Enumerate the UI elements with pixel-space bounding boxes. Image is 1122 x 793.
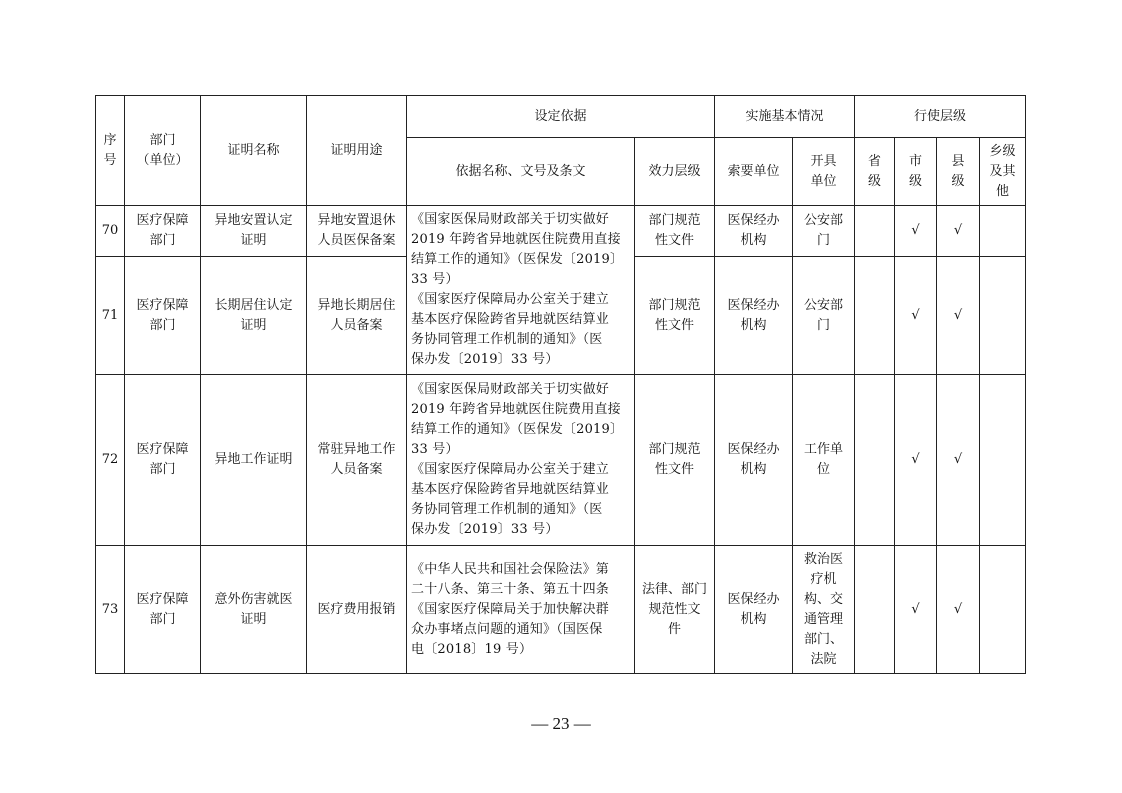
row-city: √ <box>895 546 937 674</box>
header-seq: 序 号 <box>96 96 125 206</box>
row-seq: 70 <box>96 206 125 257</box>
row-province <box>855 375 895 546</box>
row-seq: 72 <box>96 375 125 546</box>
header-requesting-unit: 索要单位 <box>715 138 793 206</box>
header-county: 县 级 <box>937 138 980 206</box>
row-cert-name: 意外伤害就医 证明 <box>201 546 307 674</box>
row-issuing-unit: 公安部 门 <box>793 257 855 375</box>
row-seq: 71 <box>96 257 125 375</box>
header-city: 市 级 <box>895 138 937 206</box>
row-county: √ <box>937 546 980 674</box>
header-basis-name: 依据名称、文号及条文 <box>407 138 635 206</box>
header-township: 乡级 及其 他 <box>980 138 1026 206</box>
header-exercise-group: 行使层级 <box>855 96 1026 138</box>
row-province <box>855 206 895 257</box>
row-cert-use: 异地安置退休 人员医保备案 <box>307 206 407 257</box>
row-province <box>855 546 895 674</box>
row-issuing-unit: 公安部 门 <box>793 206 855 257</box>
row-effect-level: 法律、部门 规范性文 件 <box>635 546 715 674</box>
row-county: √ <box>937 206 980 257</box>
row-basis: 《国家医保局财政部关于切实做好 2019 年跨省异地就医住院费用直接 结算工作的通知》（医保发〔2019〕 33 号） 《国家医疗保障局办公室关于建立 基本医疗保险跨省异地就医结算业 务协同管理工作机制的通知》（医 保办发〔2019〕33 号） <box>407 375 635 546</box>
row-cert-name: 异地工作证明 <box>201 375 307 546</box>
row-city: √ <box>895 375 937 546</box>
row-cert-name: 长期居住认定 证明 <box>201 257 307 375</box>
row-seq: 73 <box>96 546 125 674</box>
row-basis: 《国家医保局财政部关于切实做好 2019 年跨省异地就医住院费用直接 结算工作的通知》（医保发〔2019〕 33 号） 《国家医疗保障局办公室关于建立 基本医疗保险跨省异地就医结算业 务协同管理工作机制的通知》（医 保办发〔2019〕33 号） <box>407 206 635 375</box>
row-township <box>980 206 1026 257</box>
row-requesting-unit: 医保经办 机构 <box>715 546 793 674</box>
row-cert-name: 异地安置认定 证明 <box>201 206 307 257</box>
table-row <box>96 546 1026 674</box>
row-township <box>980 257 1026 375</box>
header-effect-level: 效力层级 <box>635 138 715 206</box>
row-effect-level: 部门规范 性文件 <box>635 375 715 546</box>
row-issuing-unit: 救治医 疗机 构、交 通管理 部门、 法院 <box>793 546 855 674</box>
row-requesting-unit: 医保经办 机构 <box>715 257 793 375</box>
header-cert-name: 证明名称 <box>201 96 307 206</box>
row-requesting-unit: 医保经办 机构 <box>715 206 793 257</box>
row-issuing-unit: 工作单 位 <box>793 375 855 546</box>
header-dept: 部门 （单位） <box>125 96 201 206</box>
row-county: √ <box>937 257 980 375</box>
table-row <box>96 375 1026 546</box>
row-county: √ <box>937 375 980 546</box>
table-row <box>96 206 1026 257</box>
row-dept: 医疗保障 部门 <box>125 206 201 257</box>
row-city: √ <box>895 257 937 375</box>
row-dept: 医疗保障 部门 <box>125 546 201 674</box>
row-province <box>855 257 895 375</box>
header-issuing-unit: 开具 单位 <box>793 138 855 206</box>
row-effect-level: 部门规范 性文件 <box>635 206 715 257</box>
row-dept: 医疗保障 部门 <box>125 257 201 375</box>
row-requesting-unit: 医保经办 机构 <box>715 375 793 546</box>
header-impl-group: 实施基本情况 <box>715 96 855 138</box>
row-cert-use: 异地长期居住 人员备案 <box>307 257 407 375</box>
header-cert-use: 证明用途 <box>307 96 407 206</box>
row-city: √ <box>895 206 937 257</box>
page-number: — 23 — <box>531 714 591 733</box>
certificate-list-table <box>95 95 1026 674</box>
header-province: 省 级 <box>855 138 895 206</box>
row-cert-use: 医疗费用报销 <box>307 546 407 674</box>
row-basis: 《中华人民共和国社会保险法》第 二十八条、第三十条、第五十四条 《国家医疗保障局关于加快解决群 众办事堵点问题的通知》（国医保 电〔2018〕19 号） <box>407 546 635 674</box>
header-basis-group: 设定依据 <box>407 96 715 138</box>
row-cert-use: 常驻异地工作 人员备案 <box>307 375 407 546</box>
row-township <box>980 546 1026 674</box>
row-dept: 医疗保障 部门 <box>125 375 201 546</box>
row-township <box>980 375 1026 546</box>
row-effect-level: 部门规范 性文件 <box>635 257 715 375</box>
